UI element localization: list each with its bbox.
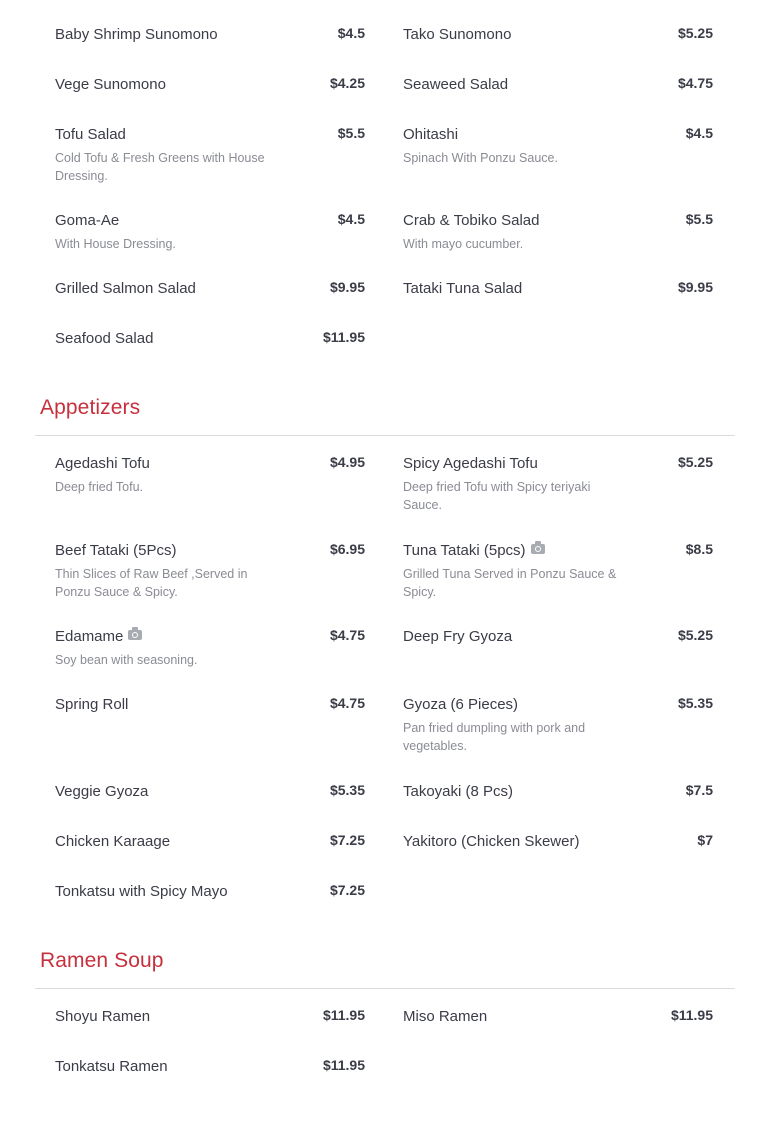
item-price: $4.75 (677, 75, 713, 91)
item-price: $4.5 (337, 25, 365, 41)
menu-item[interactable] (403, 783, 713, 801)
item-price: $9.95 (677, 279, 713, 295)
item-price: $11.95 (322, 1007, 365, 1023)
item-name: Tofu Salad (55, 126, 126, 143)
item-name: Baby Shrimp Sunomono (55, 26, 218, 43)
item-name: Miso Ramen (403, 1008, 488, 1025)
menu-item[interactable] (55, 330, 365, 348)
item-name: Spicy Agedashi Tofu (403, 455, 538, 472)
item-price: $4.75 (329, 695, 365, 711)
menu-item[interactable] (55, 833, 365, 851)
item-name: Agedashi Tofu (55, 455, 150, 472)
menu-item[interactable] (403, 628, 713, 646)
menu-item[interactable] (403, 126, 713, 167)
menu-item[interactable] (55, 542, 365, 601)
item-description: Soy bean with seasoning. (55, 653, 198, 667)
item-price: $4.95 (329, 454, 365, 470)
item-price: $8.5 (685, 541, 713, 557)
item-name: Veggie Gyoza (55, 783, 149, 800)
menu-item[interactable] (403, 542, 713, 601)
item-price: $5.35 (677, 695, 713, 711)
menu-item[interactable] (55, 455, 365, 496)
item-description: Deep fried Tofu with Spicy teriyaki Sauce. (403, 480, 591, 512)
item-name: Tonkatsu Ramen (55, 1058, 168, 1075)
menu-item[interactable] (55, 26, 365, 44)
item-price: $7.5 (685, 782, 713, 798)
section-divider (35, 435, 735, 436)
item-price: $4.5 (685, 125, 713, 141)
menu-item[interactable] (403, 212, 713, 253)
item-name: Goma-Ae (55, 212, 120, 229)
item-name: Takoyaki (8 Pcs) (403, 783, 514, 800)
item-price: $4.75 (329, 627, 365, 643)
item-name: Tuna Tataki (5pcs) (403, 542, 526, 559)
item-name: Yakitoro (Chicken Skewer) (403, 833, 580, 850)
section-title-ramen: Ramen Soup (40, 949, 164, 972)
menu-item[interactable] (403, 833, 713, 851)
item-name-row (55, 628, 365, 646)
item-description: Grilled Tuna Served in Ponzu Sauce & Spicy. (403, 567, 617, 599)
section-divider (35, 988, 735, 989)
item-description: Pan fried dumpling with pork and vegetables. (403, 721, 586, 753)
item-price: $11.95 (322, 329, 365, 345)
camera-icon[interactable] (128, 630, 142, 640)
item-name: Seaweed Salad (403, 76, 509, 93)
menu-item[interactable] (403, 76, 713, 94)
item-name: Gyoza (6 Pieces) (403, 696, 519, 713)
item-name: Beef Tataki (5Pcs) (55, 542, 177, 559)
item-price: $6.95 (329, 541, 365, 557)
menu-item[interactable] (403, 1008, 713, 1026)
item-description: Thin Slices of Raw Beef ,Served in Ponzu Sauce & Spicy. (55, 567, 248, 599)
menu-item[interactable] (403, 455, 713, 514)
menu-item[interactable] (55, 1058, 365, 1076)
item-price: $4.5 (337, 211, 365, 227)
item-name: Deep Fry Gyoza (403, 628, 513, 645)
item-price: $5.25 (677, 25, 713, 41)
item-price: $11.95 (670, 1007, 713, 1023)
menu-item[interactable] (55, 1008, 365, 1026)
item-price: $7 (697, 832, 713, 848)
item-description: With House Dressing. (55, 237, 176, 251)
item-price: $5.5 (685, 211, 713, 227)
menu-item[interactable] (55, 696, 365, 714)
item-price: $5.35 (329, 782, 365, 798)
item-price: $5.5 (337, 125, 365, 141)
item-name: Ohitashi (403, 126, 459, 143)
item-price: $5.25 (677, 627, 713, 643)
item-name: Edamame (55, 628, 124, 645)
item-description: Deep fried Tofu. (55, 480, 144, 494)
menu-item[interactable] (403, 26, 713, 44)
item-description: Cold Tofu & Fresh Greens with House Dressing. (55, 151, 265, 183)
section-title-appetizers: Appetizers (40, 396, 141, 419)
item-price: $11.95 (322, 1057, 365, 1073)
camera-icon[interactable] (531, 544, 545, 554)
item-name: Tako Sunomono (403, 26, 512, 43)
item-description: With mayo cucumber. (403, 237, 524, 251)
item-description: Spinach With Ponzu Sauce. (403, 151, 558, 165)
menu-item[interactable] (55, 280, 365, 298)
item-name: Tonkatsu with Spicy Mayo (55, 883, 228, 900)
item-price: $5.25 (677, 454, 713, 470)
menu-item[interactable] (55, 883, 365, 901)
menu-item[interactable] (55, 783, 365, 801)
menu-item[interactable] (403, 696, 713, 755)
item-name: Vege Sunomono (55, 76, 166, 93)
item-name-row (403, 542, 713, 560)
menu-item[interactable] (55, 212, 365, 253)
menu-item[interactable] (55, 628, 365, 669)
item-price: $7.25 (329, 882, 365, 898)
item-price: $9.95 (329, 279, 365, 295)
item-name: Spring Roll (55, 696, 129, 713)
menu-item[interactable] (55, 76, 365, 94)
item-price: $7.25 (329, 832, 365, 848)
item-name: Seafood Salad (55, 330, 154, 347)
item-name: Tataki Tuna Salad (403, 280, 523, 297)
menu-item[interactable] (55, 126, 365, 185)
item-name: Grilled Salmon Salad (55, 280, 196, 297)
item-name: Crab & Tobiko Salad (403, 212, 540, 229)
menu-item[interactable] (403, 280, 713, 298)
item-price: $4.25 (329, 75, 365, 91)
item-name: Chicken Karaage (55, 833, 171, 850)
item-name: Shoyu Ramen (55, 1008, 151, 1025)
